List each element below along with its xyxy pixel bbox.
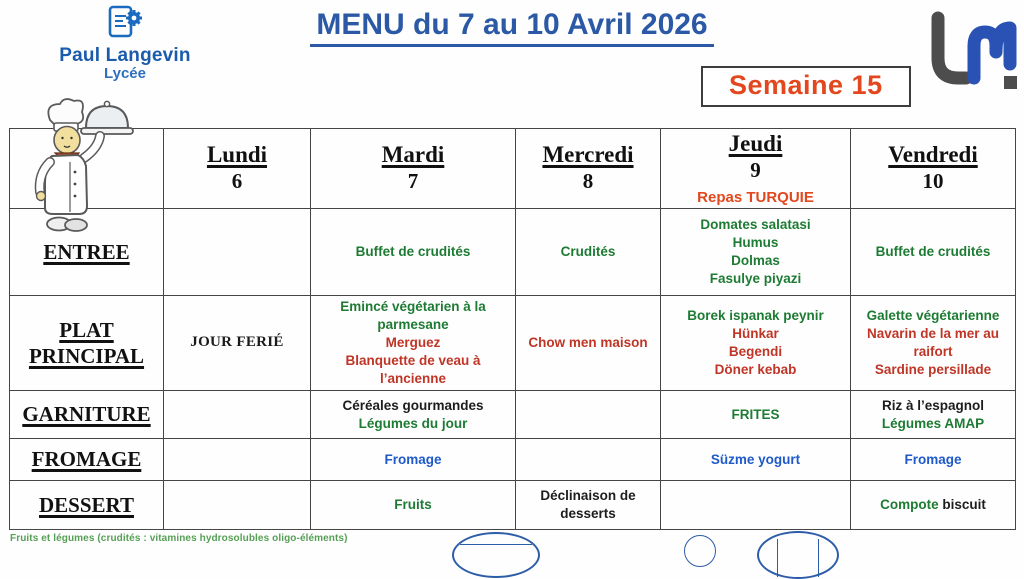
menu-item: Borek ispanak peynir xyxy=(687,308,824,324)
menu-item: Domates salatasi xyxy=(700,217,811,233)
row-label: PLAT PRINCIPAL xyxy=(10,296,164,391)
day-name: Lundi xyxy=(206,141,268,167)
menu-cell xyxy=(164,439,311,481)
day-header-mardi xyxy=(311,129,516,209)
menu-cell xyxy=(311,481,516,530)
menu-cell xyxy=(516,391,661,439)
menu-row-entree xyxy=(10,209,1016,296)
meridian-stamp-icon xyxy=(757,531,839,579)
menu-cell xyxy=(851,439,1016,481)
menu-cell xyxy=(661,296,851,391)
menu-item: Céréales gourmandes xyxy=(342,397,484,413)
circle-stamp-icon xyxy=(684,535,716,567)
day-name: Mercredi xyxy=(542,141,634,167)
day-name: Jeudi xyxy=(728,131,783,156)
menu-item: Fromage xyxy=(384,451,442,467)
menu-cell xyxy=(164,209,311,296)
menu-item: Fruits xyxy=(394,497,432,513)
menu-cell xyxy=(311,209,516,296)
school-name: Paul Langevin xyxy=(59,45,191,66)
menu-item: Fromage xyxy=(904,451,962,467)
menu-cell xyxy=(516,209,661,296)
row-label: GARNITURE xyxy=(10,391,164,439)
day-header-mercredi xyxy=(516,129,661,209)
row-label: ENTREE xyxy=(10,209,164,296)
day-number: 7 xyxy=(407,169,419,194)
menu-cell xyxy=(851,296,1016,391)
menu-row-plat-principal xyxy=(10,296,1016,391)
menu-cell xyxy=(516,481,661,530)
row-label: FROMAGE xyxy=(10,439,164,481)
day-number: 6 xyxy=(231,169,243,194)
menu-item: Merguez xyxy=(385,335,441,351)
row-label: DESSERT xyxy=(10,481,164,530)
menu-cell xyxy=(164,391,311,439)
day-number: 8 xyxy=(582,169,594,194)
menu-item: Buffet de crudités xyxy=(355,244,471,260)
footnote: Fruits et légumes (crudités : vitamines hydrosolubles oligo-éléments) xyxy=(10,533,348,544)
lm-monogram-icon xyxy=(922,6,1018,100)
menu-table-header xyxy=(10,129,1016,209)
menu-item: Légumes AMAP xyxy=(881,415,985,431)
menu-item: Emincé végétarien à la parmesane xyxy=(340,299,486,333)
menu-cell xyxy=(311,439,516,481)
menu-item: Fasulye piyazi xyxy=(709,271,802,287)
menu-cell xyxy=(311,391,516,439)
menu-item: Chow men maison xyxy=(528,335,648,351)
menu-item: Humus xyxy=(732,235,779,251)
school-type: Lycée xyxy=(104,64,146,82)
chef-cartoon-illustration xyxy=(26,96,138,234)
menu-cell xyxy=(851,209,1016,296)
week-badge: Semaine 15 xyxy=(701,66,911,107)
menu-item: Buffet de crudités xyxy=(875,244,991,260)
menu-table xyxy=(9,128,1016,530)
day-header-vendredi xyxy=(851,129,1016,209)
menu-item: Galette végétarienne xyxy=(866,308,1000,324)
menu-row-dessert xyxy=(10,481,1016,530)
menu-item: Compote biscuit xyxy=(880,497,986,513)
day-header-lundi xyxy=(164,129,311,209)
menu-cell xyxy=(164,296,311,391)
day-number: 9 xyxy=(750,158,761,183)
menu-row-garniture xyxy=(10,391,1016,439)
menu-cell xyxy=(661,391,851,439)
menu-item: Navarin de la mer au raifort xyxy=(866,326,1000,360)
menu-row-fromage xyxy=(10,439,1016,481)
menu-item: Crudités xyxy=(560,244,616,260)
day-name: Mardi xyxy=(381,141,445,167)
menu-table-body xyxy=(10,209,1016,530)
day-header-jeudi xyxy=(661,129,851,209)
day-note: Repas TURQUIE xyxy=(697,188,814,206)
menu-cell xyxy=(661,209,851,296)
menu-item: Légumes du jour xyxy=(358,415,468,431)
menu-cell xyxy=(661,481,851,530)
menu-item: Sardine persillade xyxy=(874,362,992,378)
menu-cell xyxy=(851,391,1016,439)
menu-item: Begendi xyxy=(728,344,783,360)
menu-item: JOUR FERIÉ xyxy=(190,334,284,351)
menu-cell xyxy=(164,481,311,530)
menu-item: Dolmas xyxy=(731,253,780,269)
menu-cell xyxy=(516,296,661,391)
day-name: Vendredi xyxy=(888,141,978,167)
day-number: 10 xyxy=(922,169,944,194)
menu-item: Blanquette de veau à l’ancienne xyxy=(345,353,481,387)
menu-cell xyxy=(661,439,851,481)
menu-cell xyxy=(516,439,661,481)
menu-cell xyxy=(851,481,1016,530)
menu-cell xyxy=(311,296,516,391)
page-title: MENU du 7 au 10 Avril 2026 xyxy=(0,8,1024,47)
menu-item: Döner kebab xyxy=(714,362,797,378)
globe-stamp-icon xyxy=(452,532,540,578)
menu-item: Hünkar xyxy=(732,326,779,342)
menu-item: Süzme yogurt xyxy=(710,451,801,467)
menu-item: Riz à l’espagnol xyxy=(881,397,985,413)
menu-item: FRITES xyxy=(731,406,780,422)
menu-item: Déclinaison de desserts xyxy=(540,488,636,521)
